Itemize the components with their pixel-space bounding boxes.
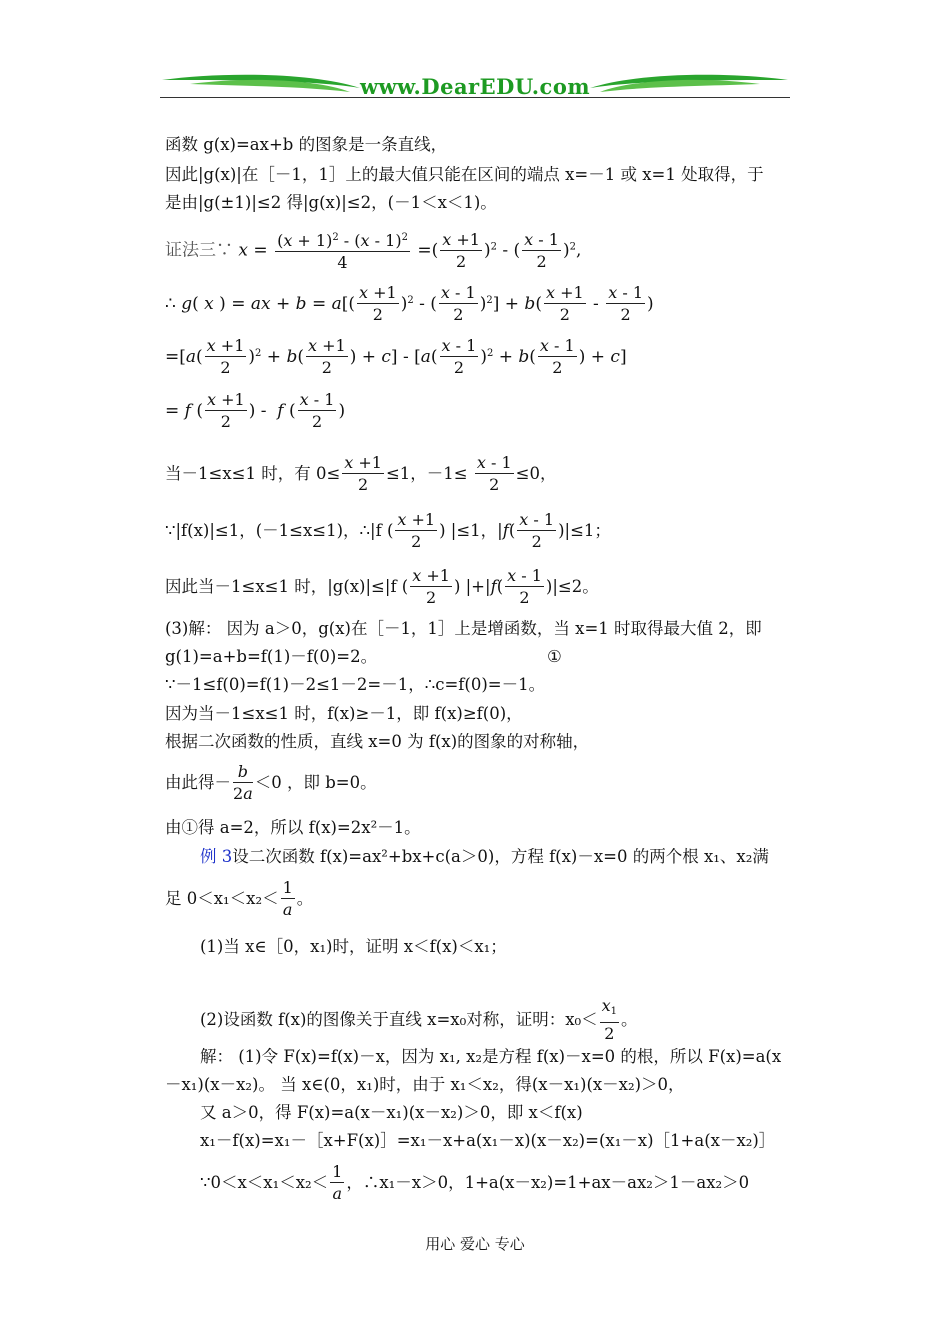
site-header [160,66,790,106]
circled-one-marker: ① [547,647,562,666]
formula-proof3-line3: =[a( $\frac{x +1}{2}$ )$^2$ + b( $\frac{x +1}{2}$ ) + c] - [a( $\frac{x - 1}{2}$ )$^2$ + b( $\frac{x - 1}{2}$ ) + c] [165,336,627,377]
formula-proof3-line2: ∴ g( x ) = ax + b = a[( $\frac{x +1}{2}$ )$^2$ - ( $\frac{x - 1}{2}$ )$^2$] + b( $\frac{x +1}{2}$ - $\frac{x - 1}{2}$ ) [165,283,654,324]
text-line-when: 当－1≤x≤1 时，有 0≤ $\frac{x +1}{2}$ ≤1，－1≤ $\frac{x - 1}{2}$ ≤0， [165,453,557,494]
solution-line-ineq: ∵0＜x＜x₁＜x₂＜ $\frac{1}{a}$ ，∴x₁－x＞0，1+a(x－x₂)=1+ax－ax₂＞1－ax₂＞0 [200,1162,750,1203]
proof3-label: 证法三∵ [165,240,233,261]
page-footer: 用心 爱心 专心 [425,1235,525,1253]
text-line: ∵－1≤f(0)=f(1)－2≤1－2=－1，∴c=f(0)=－1。 [165,675,546,694]
solution-line: 又 a＞0，得 F(x)=a(x－x₁)(x－x₂)＞0，即 x＜f(x) [200,1103,583,1122]
text-line: 因此|g(x)|在［－1，1］上的最大值只能在区间的端点 x=－1 或 x=1 处取得，于 [165,165,764,184]
example3-q2: (2)设函数 f(x)的图像关于直线 x=x₀对称，证明：x₀＜ $\frac{x_1}{2}$ 。 [200,996,638,1043]
header-rule [160,97,790,98]
text-line: 根据二次函数的性质，直线 x=0 为 f(x)的图象的对称轴， [165,732,590,751]
example3-line2: 足 0＜x₁＜x₂＜ $\frac{1}{a}$ 。 [165,878,314,919]
text-line: (3)解： 因为 a＞0，g(x)在［－1，1］上是增函数，当 x=1 时取得最大值 2，即 [165,619,762,638]
text-line-fbound: ∵|f(x)|≤1，(－1≤x≤1)，∴|f ( $\frac{x +1}{2}$ ) |≤1，|f( $\frac{x - 1}{2}$ )|≤1； [165,510,611,551]
site-title[interactable]: www.DearEDU.com [359,74,591,99]
text-line: 是由|g(±1)|≤2 得|g(x)|≤2，(－1＜x＜1)。 [165,193,497,212]
text-line: 函数 g(x)=ax+b 的图象是一条直线， [165,135,448,154]
text-line: g(1)=a+b=f(1)－f(0)=2。 ① [165,647,562,666]
text-line: 由①得 a=2，所以 f(x)=2x²－1。 [165,818,421,837]
formula-proof3-line4: = f ( $\frac{x +1}{2}$ ) - f ( $\frac{x - 1}{2}$ ) [165,390,346,431]
solution-line: －x₁)(x－x₂)。 当 x∈(0，x₁)时，由于 x₁＜x₂，得(x－x₁)(x－x₂)＞0， [165,1075,685,1094]
formula-proof3-line1: 证法三∵ x = $\frac{(x + 1)^2 - (x - 1)^2}{4}$ =( $\frac{x +1}{2}$ )$^2$ - ( $\frac{x - 1}{2}$ )$^2$, [165,229,582,272]
solution-line: x₁－f(x)=x₁－［x+F(x)］=x₁－x+a(x₁－x)(x－x₂)=(x₁－x)［1+a(x－x₂)］ [200,1131,776,1150]
text-line-therefore: 因此当－1≤x≤1 时，|g(x)|≤|f ( $\frac{x +1}{2}$ ) |+|f( $\frac{x - 1}{2}$ )|≤2。 [165,566,599,607]
solution-line: 解： (1)令 F(x)=f(x)－x，因为 x₁, x₂是方程 f(x)－x=0 的根，所以 F(x)=a(x [200,1047,782,1066]
example3-line1: 例 3设二次函数 f(x)=ax²+bx+c(a＞0)，方程 f(x)－x=0 的两个根 x₁、x₂满 [200,847,769,866]
text-line: 因为当－1≤x≤1 时，f(x)≥－1，即 f(x)≥f(0)， [165,704,523,723]
example3-q1: (1)当 x∈［0，x₁)时，证明 x＜f(x)＜x₁； [200,937,507,956]
text-line-since: 由此得－ $\frac{b}{2a}$ ＜0 ，即 b=0。 [165,762,377,803]
example3-label: 例 3 [200,847,233,866]
